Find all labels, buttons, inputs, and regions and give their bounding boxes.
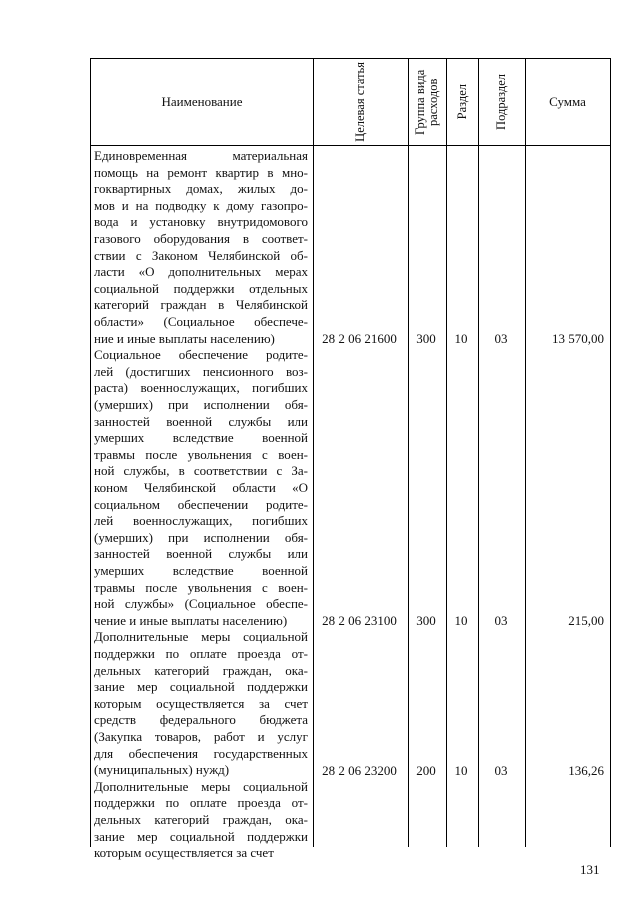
row-description-line: дельных категорий граждан, ока- (94, 811, 308, 827)
row-description-line: занностей военной службы или (94, 413, 308, 429)
row-description-line: поддержки по оплате проезда от- (94, 795, 308, 811)
row-description-line: травмы после увольнения с воен- (94, 446, 308, 462)
row-description-line: вода и установку внутридомового (94, 214, 308, 230)
row-description-line: которым осуществляется за счет (94, 845, 274, 861)
header-target-article: Целевая статья (353, 62, 367, 142)
header-name: Наименование (161, 94, 243, 109)
row-target-article: 28 2 06 23100 (322, 613, 397, 629)
row-description-line: области» (Социальное обеспече- (94, 313, 308, 329)
row-description-line: для обеспечения государственных (94, 745, 308, 761)
row-description-line: ласти «О дополнительных мерах (94, 264, 308, 280)
row-expense-group: 300 (416, 613, 436, 629)
row-description-line: ной службы» (Социальное обеспе- (94, 596, 308, 612)
page-number: 131 (580, 862, 600, 877)
row-description-line: гоквартирных домах, жилых до- (94, 181, 308, 197)
row-description-line: раста) военнослужащих, погибших (94, 380, 308, 396)
row-description-line: ной службы, в соответствии с За- (94, 463, 308, 479)
row-description-line: ствии с Законом Челябинской об- (94, 247, 308, 263)
row-description-line: зание мер социальной поддержки (94, 828, 308, 844)
row-subsection: 03 (494, 762, 508, 778)
row-description-line: средств федерального бюджета (94, 712, 308, 728)
row-description-line: которым осуществляется за счет (94, 695, 308, 711)
row-sum: 136,26 (568, 762, 604, 778)
header-expense-group: Группа вида расходов (413, 69, 440, 135)
row-description-line: лей (достигших пенсионного воз- (94, 363, 308, 379)
row-subsection: 03 (494, 613, 508, 629)
row-sum: 215,00 (568, 613, 604, 629)
row-description-line: занностей военной службы или (94, 546, 308, 562)
row-description (94, 779, 308, 862)
row-subsection: 03 (494, 331, 508, 347)
row-section: 10 (454, 613, 468, 629)
row-description-line: мов и на подводку к дому газопро- (94, 197, 308, 213)
header-section: Раздел (454, 84, 469, 120)
header-divider (91, 145, 610, 146)
row-section: 10 (454, 331, 468, 347)
row-section: 10 (454, 762, 468, 778)
col-divider (446, 59, 447, 847)
row-description-line: газового оборудования в соответ- (94, 230, 308, 246)
row-description (94, 629, 308, 778)
row-sum: 13 570,00 (552, 331, 604, 347)
row-description-line: (муниципальных) нужд) (94, 762, 230, 778)
row-description-line: чение и иные выплаты населению) (94, 612, 288, 628)
row-description-line: травмы после увольнения с воен- (94, 579, 308, 595)
row-description-line: умерших вследствие военной (94, 562, 308, 578)
header-sum: Сумма (549, 94, 586, 109)
row-description-line: поддержки по оплате проезда от- (94, 645, 308, 661)
row-description-line: социальном обеспечении родите- (94, 496, 308, 512)
row-description-line: категорий граждан в Челябинской (94, 297, 308, 313)
row-description-line: (Закупка товаров, работ и услуг (94, 728, 308, 744)
row-description-line: лей военнослужащих, погибших (94, 513, 308, 529)
row-target-article: 28 2 06 23200 (322, 762, 397, 778)
col-divider (525, 59, 526, 847)
row-description-line: (умерших) при исполнении обя- (94, 529, 308, 545)
row-description-line: помощь на ремонт квартир в мно- (94, 164, 308, 180)
row-description-line: Социальное обеспечение родите- (94, 347, 308, 363)
row-description (94, 347, 308, 629)
row-description-line: дельных категорий граждан, ока- (94, 662, 308, 678)
row-description-line: зание мер социальной поддержки (94, 679, 308, 695)
col-divider (408, 59, 409, 847)
row-target-article: 28 2 06 21600 (322, 331, 397, 347)
row-description (94, 148, 308, 347)
row-description-line: Дополнительные меры социальной (94, 629, 308, 645)
row-description-line: Дополнительные меры социальной (94, 778, 308, 794)
row-description-line: Единовременная материальная (94, 148, 308, 163)
row-description-line: ние и иные выплаты населению) (94, 330, 275, 346)
col-divider (478, 59, 479, 847)
row-expense-group: 200 (416, 762, 436, 778)
row-description-line: умерших вследствие военной (94, 430, 308, 446)
row-description-line: коном Челябинской области «О (94, 479, 308, 495)
row-description-line: социальной поддержки отдельных (94, 280, 308, 296)
col-divider (313, 59, 314, 847)
row-description-line: (умерших) при исполнении обя- (94, 396, 308, 412)
row-expense-group: 300 (416, 331, 436, 347)
header-subsection: Подраздел (494, 74, 508, 130)
